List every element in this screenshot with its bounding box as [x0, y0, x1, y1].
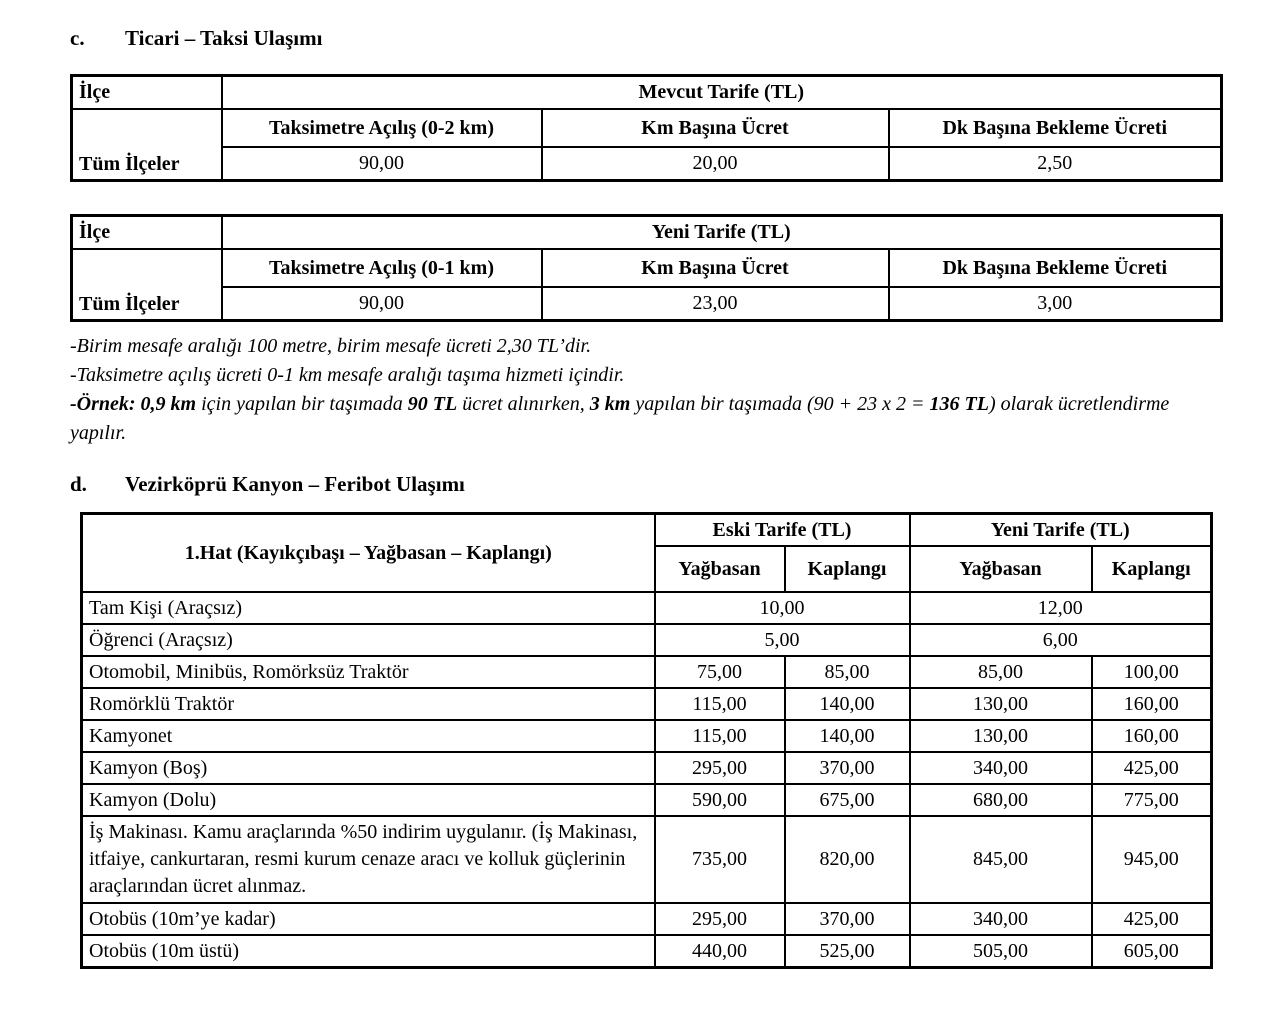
table-row — [82, 903, 1212, 935]
note-segment: 3 km — [589, 393, 631, 415]
fare-value-cell: 590,00 — [655, 784, 785, 816]
fare-value-cell: 140,00 — [785, 720, 910, 752]
note-line — [70, 390, 1228, 448]
fare-value-cell: 425,00 — [1092, 903, 1212, 935]
row-label-cell: Öğrenci (Araçsız) — [82, 624, 655, 656]
column-header-cell: Taksimetre Açılış (0-1 km) — [222, 249, 542, 287]
note-segment: için yapılan bir taşımada — [196, 393, 408, 415]
column-header-cell: Km Başına Ücret — [542, 249, 889, 287]
row-label-cell: Tam Kişi (Araçsız) — [82, 592, 655, 624]
table-row — [82, 656, 1212, 688]
note-line: -Taksimetre açılış ücreti 0-1 km mesafe aralığı taşıma hizmeti içindir. — [70, 364, 625, 386]
ilce-header-cell: İlçe — [72, 76, 222, 110]
fare-value-cell: 130,00 — [910, 720, 1092, 752]
table-row — [82, 816, 1212, 903]
pier-header-cell: Kaplangı — [785, 546, 910, 592]
note-segment: 136 TL — [929, 393, 989, 415]
fare-value-cell: 295,00 — [655, 903, 785, 935]
table-row — [82, 624, 1212, 656]
fare-value-cell: 370,00 — [785, 903, 910, 935]
row-label-cell: İş Makinası. Kamu araçlarında %50 indirim uygulanır. (İş Makinası, itfaiye, cankurtaran, resmi kurum cenaze aracı ve kolluk güçlerinin araçlarından ücret alınmaz. — [82, 816, 655, 903]
row-label-cell: Kamyon (Dolu) — [82, 784, 655, 816]
fare-value-cell: 525,00 — [785, 935, 910, 968]
pier-header-cell: Kaplangı — [1092, 546, 1212, 592]
fare-value-cell: 945,00 — [1092, 816, 1212, 903]
fare-value-cell: 440,00 — [655, 935, 785, 968]
fare-value-cell: 6,00 — [910, 624, 1212, 656]
table-row — [82, 720, 1212, 752]
table-row — [82, 784, 1212, 816]
section-d-label: d. — [70, 472, 87, 496]
fare-value-cell: 845,00 — [910, 816, 1092, 903]
fare-value-cell: 340,00 — [910, 903, 1092, 935]
note-segment: -Örnek: — [70, 393, 141, 415]
tarife-header-cell: Mevcut Tarife (TL) — [222, 76, 1222, 110]
note-segment: ücret alınırken, — [457, 393, 590, 415]
tarife-header-cell: Yeni Tarife (TL) — [222, 216, 1222, 250]
fare-value-cell: 775,00 — [1092, 784, 1212, 816]
section-d-title: Vezirköprü Kanyon – Feribot Ulaşımı — [125, 472, 465, 496]
fare-value-cell: 130,00 — [910, 688, 1092, 720]
table-row — [82, 688, 1212, 720]
fare-value-cell: 820,00 — [785, 816, 910, 903]
fare-value-cell: 340,00 — [910, 752, 1092, 784]
note-segment: 0,9 km — [140, 393, 197, 415]
fare-value-cell: 10,00 — [655, 592, 910, 624]
fare-value-cell: 100,00 — [1092, 656, 1212, 688]
note-segment: ) olarak ücretlendirme yapılır. — [70, 393, 1170, 444]
table-row — [72, 147, 1222, 181]
note-line: -Birim mesafe aralığı 100 metre, birim mesafe ücreti 2,30 TL’dir. — [70, 335, 592, 357]
fare-value-cell: 115,00 — [655, 720, 785, 752]
pier-header-cell: Yağbasan — [655, 546, 785, 592]
column-header-cell: Dk Başına Bekleme Ücreti — [889, 109, 1222, 147]
section-c-label: c. — [70, 26, 85, 50]
eski-tarife-header-cell: Eski Tarife (TL) — [655, 514, 910, 547]
fare-value-cell: 20,00 — [542, 147, 889, 181]
fare-value-cell: 140,00 — [785, 688, 910, 720]
fare-value-cell: 160,00 — [1092, 720, 1212, 752]
route-header-cell: 1.Hat (Kayıkçıbaşı – Yağbasan – Kaplangı) — [82, 514, 655, 593]
row-label-cell: Otomobil, Minibüs, Romörksüz Traktör — [82, 656, 655, 688]
fare-value-cell: 12,00 — [910, 592, 1212, 624]
table-row — [82, 514, 1212, 547]
fare-value-cell: 5,00 — [655, 624, 910, 656]
row-label-cell: Tüm İlçeler — [72, 109, 222, 181]
fare-value-cell: 75,00 — [655, 656, 785, 688]
table-row — [72, 109, 1222, 147]
taxi-notes — [70, 332, 1228, 448]
row-label-cell: Kamyonet — [82, 720, 655, 752]
fare-value-cell: 90,00 — [222, 147, 542, 181]
fare-value-cell: 680,00 — [910, 784, 1092, 816]
fare-value-cell: 425,00 — [1092, 752, 1212, 784]
table-row — [82, 592, 1212, 624]
row-label-cell: Romörklü Traktör — [82, 688, 655, 720]
fare-value-cell: 160,00 — [1092, 688, 1212, 720]
row-label-cell: Kamyon (Boş) — [82, 752, 655, 784]
pier-header-cell: Yağbasan — [910, 546, 1092, 592]
ilce-header-cell: İlçe — [72, 216, 222, 250]
section-c-title: Ticari – Taksi Ulaşımı — [125, 26, 323, 50]
section-c-heading — [70, 26, 1222, 52]
section-d-heading — [70, 472, 1222, 498]
fare-value-cell: 115,00 — [655, 688, 785, 720]
fare-value-cell: 675,00 — [785, 784, 910, 816]
fare-value-cell: 3,00 — [889, 287, 1222, 321]
mevcut-tarife-table — [70, 74, 1223, 182]
table-row — [72, 76, 1222, 110]
fare-value-cell: 85,00 — [910, 656, 1092, 688]
yeni-tarife-header-cell: Yeni Tarife (TL) — [910, 514, 1212, 547]
row-label-cell: Otobüs (10m’ye kadar) — [82, 903, 655, 935]
fare-value-cell: 2,50 — [889, 147, 1222, 181]
fare-value-cell: 735,00 — [655, 816, 785, 903]
column-header-cell: Dk Başına Bekleme Ücreti — [889, 249, 1222, 287]
yeni-tarife-table — [70, 214, 1223, 322]
fare-value-cell: 505,00 — [910, 935, 1092, 968]
fare-value-cell: 23,00 — [542, 287, 889, 321]
table-row — [72, 249, 1222, 287]
fare-value-cell: 90,00 — [222, 287, 542, 321]
row-label-cell: Tüm İlçeler — [72, 249, 222, 321]
ferry-tariff-table — [80, 512, 1213, 969]
fare-value-cell: 85,00 — [785, 656, 910, 688]
table-row — [72, 287, 1222, 321]
fare-value-cell: 295,00 — [655, 752, 785, 784]
fare-value-cell: 370,00 — [785, 752, 910, 784]
table-row — [82, 752, 1212, 784]
note-segment: yapılan bir taşımada (90 + 23 x 2 = — [630, 393, 930, 415]
column-header-cell: Taksimetre Açılış (0-2 km) — [222, 109, 542, 147]
row-label-cell: Otobüs (10m üstü) — [82, 935, 655, 968]
fare-value-cell: 605,00 — [1092, 935, 1212, 968]
note-segment: 90 TL — [407, 393, 458, 415]
table-row — [72, 216, 1222, 250]
column-header-cell: Km Başına Ücret — [542, 109, 889, 147]
table-row — [82, 935, 1212, 968]
